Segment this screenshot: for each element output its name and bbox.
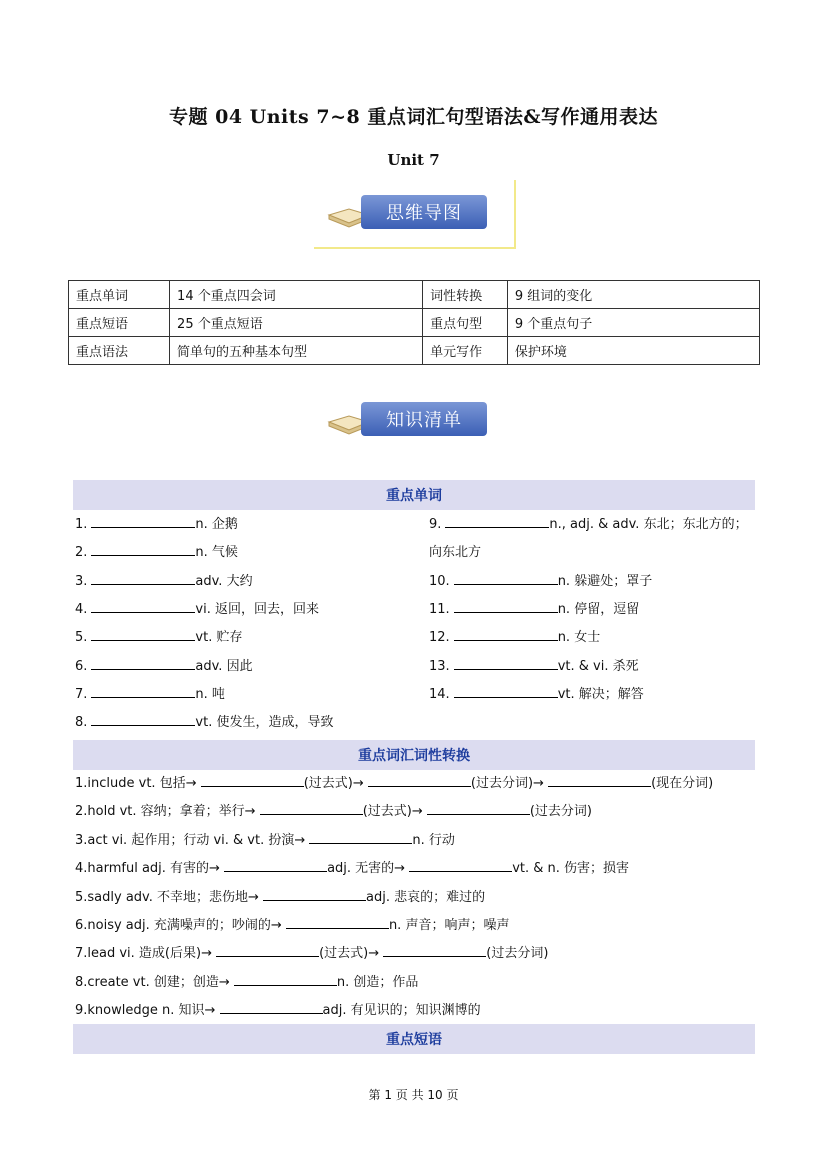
- answer-blank[interactable]: [220, 1001, 323, 1014]
- word-definition: n., adj. & adv. 东北；东北方的；: [549, 517, 748, 532]
- conversion-text: adj. 悲哀的；难过的: [366, 889, 486, 905]
- conversion-item: [75, 857, 629, 876]
- unit-heading: Unit 7: [387, 151, 440, 169]
- answer-blank[interactable]: [91, 713, 195, 726]
- overview-row: [69, 281, 760, 309]
- conversion-text: 4.harmful adj. 有害的→: [75, 861, 225, 877]
- word-number: 3.: [75, 573, 88, 589]
- word-number: 2.: [75, 545, 88, 561]
- word-item: [429, 513, 748, 532]
- answer-blank[interactable]: [454, 600, 558, 613]
- knowledge-list-banner: [327, 400, 497, 440]
- answer-blank[interactable]: [309, 831, 412, 844]
- answer-blank[interactable]: [91, 515, 195, 528]
- word-number: 11.: [429, 601, 450, 617]
- answer-blank[interactable]: [286, 916, 389, 929]
- answer-blank[interactable]: [454, 572, 558, 585]
- word-number: 14.: [429, 686, 450, 702]
- conversion-item: [75, 800, 592, 819]
- overview-row: [69, 309, 760, 337]
- word-number: 7.: [75, 686, 88, 702]
- word-item: [429, 598, 639, 617]
- conversion-text: 7.lead vi. 造成(后果)→: [75, 946, 217, 962]
- word-definition: n. 气候: [195, 545, 238, 561]
- word-item: [429, 570, 652, 589]
- conversion-text: (过去分词)→: [470, 776, 549, 791]
- conversion-text: 2.hold vt. 容纳；拿着；举行→: [75, 804, 260, 820]
- conversion-item: [75, 942, 548, 961]
- word-number: 1.: [75, 517, 88, 532]
- page-footer: 第 1 页 共 10 页: [368, 1088, 459, 1102]
- overview-cell: 25 个重点短语: [170, 309, 423, 337]
- word-definition: n. 停留，逗留: [557, 601, 640, 617]
- conversion-text: vt. & n. 伤害；损害: [512, 861, 630, 877]
- conversion-text: (过去分词): [529, 804, 593, 820]
- answer-blank[interactable]: [454, 685, 558, 698]
- word-item: [75, 711, 333, 730]
- word-item: [429, 655, 639, 674]
- word-definition: vt. & vi. 杀死: [557, 658, 639, 674]
- answer-blank[interactable]: [91, 628, 195, 641]
- section-word-conversion: 重点词汇词性转换: [73, 740, 755, 770]
- word-definition: adv. 因此: [195, 658, 253, 674]
- word-item: [75, 513, 238, 532]
- word-item: [429, 626, 600, 645]
- word-item: [429, 541, 481, 560]
- answer-blank[interactable]: [383, 944, 486, 957]
- answer-blank[interactable]: [216, 944, 319, 957]
- word-number: 8.: [75, 715, 88, 731]
- overview-cell: 保护环境: [507, 337, 759, 365]
- word-item: [75, 570, 253, 589]
- answer-blank[interactable]: [427, 802, 530, 815]
- conversion-text: adj. 无害的→: [327, 861, 410, 877]
- word-definition: vi. 返回，回去，回来: [195, 601, 319, 617]
- word-definition: n. 企鹅: [195, 517, 238, 532]
- overview-cell: 重点短语: [69, 309, 170, 337]
- overview-cell: 重点语法: [69, 337, 170, 365]
- overview-cell: 重点单词: [69, 281, 170, 309]
- word-item: [75, 598, 319, 617]
- answer-blank[interactable]: [454, 657, 558, 670]
- conversion-text: n. 声音；响声；噪声: [388, 918, 510, 933]
- overview-cell: 简单句的五种基本句型: [170, 337, 423, 365]
- word-definition: n. 吨: [195, 686, 225, 702]
- knowledge-list-label: 知识清单: [361, 402, 487, 436]
- word-item: [75, 655, 253, 674]
- answer-blank[interactable]: [263, 888, 366, 901]
- answer-blank[interactable]: [91, 600, 195, 613]
- word-definition: vt. 解决；解答: [557, 686, 644, 702]
- conversion-text: n. 创造；作品: [336, 974, 419, 990]
- answer-blank[interactable]: [91, 685, 195, 698]
- conversion-item: [75, 999, 481, 1018]
- conversion-text: 8.create vt. 创建；创造→: [75, 974, 234, 990]
- overview-cell: 重点句型: [423, 309, 508, 337]
- answer-blank[interactable]: [454, 628, 558, 641]
- word-number: 6.: [75, 658, 88, 674]
- conversion-text: 6.noisy adj. 充满噪声的；吵闹的→: [75, 918, 286, 933]
- word-definition: vt. 使发生，造成，导致: [195, 715, 334, 731]
- section-key-words: 重点单词: [73, 480, 755, 510]
- conversion-text: (过去式)→: [303, 776, 368, 791]
- word-number: 5.: [75, 630, 88, 646]
- overview-cell: 9 个重点句子: [507, 309, 759, 337]
- word-number: 10.: [429, 573, 450, 589]
- answer-blank[interactable]: [548, 774, 651, 787]
- answer-blank[interactable]: [260, 802, 363, 815]
- conversion-item: [75, 829, 455, 848]
- word-item: [429, 683, 644, 702]
- conversion-text: (过去式)→: [319, 946, 384, 962]
- answer-blank[interactable]: [224, 859, 327, 872]
- word-item: [75, 683, 225, 702]
- conversion-text: (过去分词): [486, 946, 549, 962]
- answer-blank[interactable]: [91, 543, 195, 556]
- answer-blank[interactable]: [91, 572, 195, 585]
- overview-row: [69, 337, 760, 365]
- overview-cell: 词性转换: [423, 281, 508, 309]
- overview-table: [68, 280, 760, 365]
- word-number: 13.: [429, 658, 450, 674]
- overview-cell: 14 个重点四会词: [170, 281, 423, 309]
- conversion-item: [75, 971, 418, 990]
- answer-blank[interactable]: [91, 657, 195, 670]
- word-definition: n. 躲避处；罩子: [557, 573, 653, 589]
- conversion-item: [75, 914, 509, 933]
- mind-map-label: 思维导图: [361, 195, 487, 229]
- word-number: 4.: [75, 601, 88, 617]
- conversion-item: [75, 772, 713, 791]
- mind-map-banner: [327, 193, 497, 233]
- word-definition: adv. 大约: [195, 573, 253, 589]
- conversion-text: n. 行动: [412, 832, 455, 848]
- overview-cell: 单元写作: [423, 337, 508, 365]
- conversion-text: 5.sadly adv. 不幸地；悲伤地→: [75, 889, 264, 905]
- conversion-text: 9.knowledge n. 知识→: [75, 1003, 220, 1019]
- overview-cell: 9 组词的变化: [507, 281, 759, 309]
- word-definition: vt. 贮存: [195, 630, 243, 646]
- conversion-text: (过去式)→: [362, 804, 427, 820]
- conversion-item: [75, 886, 485, 905]
- answer-blank[interactable]: [201, 774, 304, 787]
- conversion-text: 3.act vi. 起作用；行动 vi. & vt. 扮演→: [75, 832, 310, 848]
- conversion-text: adj. 有见识的；知识渊博的: [322, 1003, 481, 1019]
- section-key-phrases: 重点短语: [73, 1024, 755, 1054]
- word-item: [75, 626, 242, 645]
- page-title: 专题 04 Units 7~8 重点词汇句型语法&写作通用表达: [169, 106, 658, 128]
- conversion-text: 1.include vt. 包括→: [75, 776, 201, 791]
- answer-blank[interactable]: [409, 859, 512, 872]
- answer-blank[interactable]: [445, 515, 549, 528]
- word-definition: n. 女士: [557, 630, 601, 646]
- answer-blank[interactable]: [368, 774, 471, 787]
- word-item: [75, 541, 238, 560]
- word-definition: 向东北方: [429, 545, 482, 561]
- answer-blank[interactable]: [234, 973, 337, 986]
- word-number: 9.: [429, 517, 442, 532]
- conversion-text: (现在分词): [651, 776, 714, 791]
- word-number: 12.: [429, 630, 450, 646]
